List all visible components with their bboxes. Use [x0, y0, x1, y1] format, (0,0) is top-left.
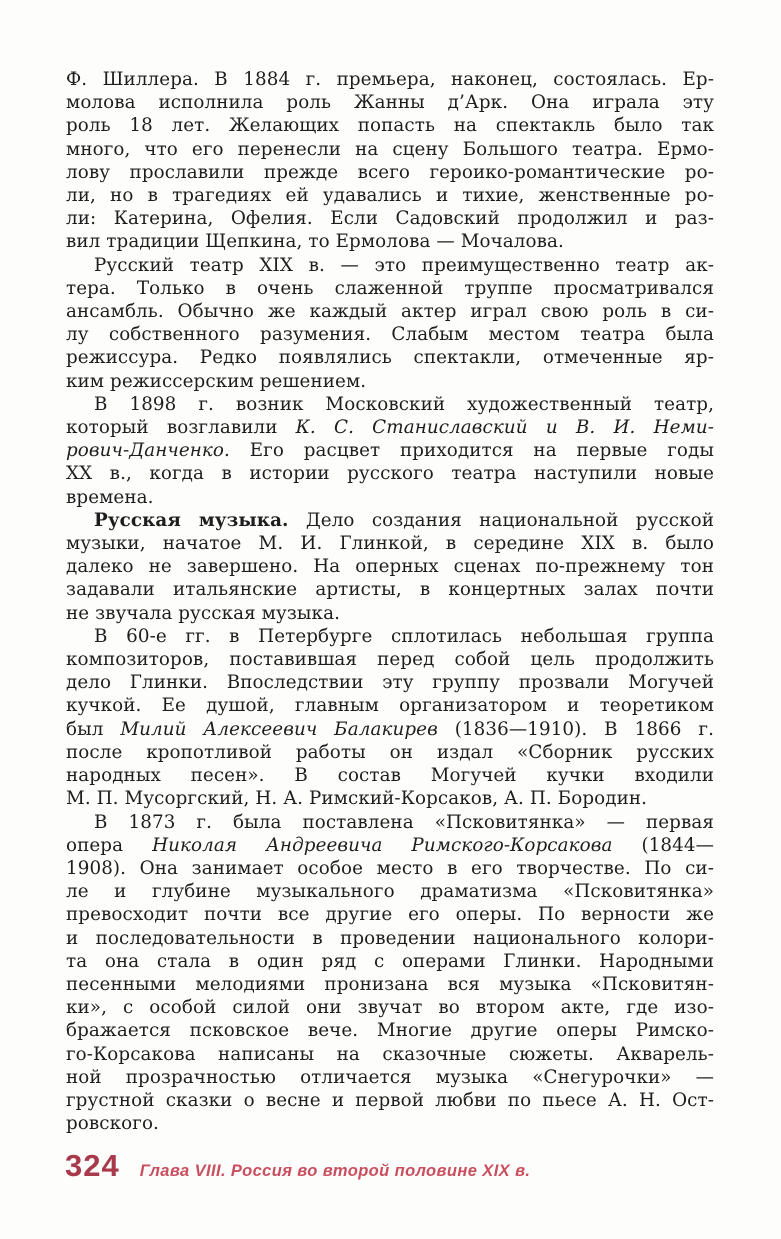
text-segment: го-Корсакова написаны на сказочные сюжеты. Акварель- — [66, 1043, 714, 1065]
text-segment: ким режиссерским решением. — [66, 370, 367, 392]
text-line — [66, 230, 714, 253]
text-line — [66, 648, 714, 671]
text-line — [66, 996, 714, 1019]
text-line — [66, 393, 714, 416]
para-moguchaya-kuchka — [66, 625, 714, 811]
text-segment: после кропотливой работы он издал «Сборник русских — [66, 741, 714, 763]
text-segment: В 1873 г. была поставлена «Псковитянка» — первая — [94, 811, 714, 833]
page-number: 324 — [65, 1148, 120, 1183]
text-line — [66, 114, 714, 137]
text-segment: и последовательности в проведении национального колори- — [66, 927, 714, 949]
text-line — [66, 323, 714, 346]
text-segment: тера. Только в очень слаженной труппе просматривался — [66, 277, 714, 299]
para-mkhat — [66, 393, 714, 509]
text-line — [66, 834, 714, 857]
text-line — [66, 439, 714, 462]
text-line — [66, 532, 714, 555]
text-segment: В 60-е гг. в Петербурге сплотилась небольшая группа — [94, 625, 714, 647]
text-line — [66, 184, 714, 207]
text-segment: не звучала русская музыка. — [66, 602, 340, 624]
text-segment: лу собственного разумения. Слабым местом театра была — [66, 324, 714, 346]
text-line — [66, 1089, 714, 1112]
text-segment: много, что его перенесли на сцену Большого театра. Ермо- — [66, 138, 714, 160]
text-segment: музыки, начатое М. И. Глинкой, в середине XIX в. было — [66, 533, 714, 555]
text-line — [66, 138, 714, 161]
text-line — [66, 1112, 714, 1135]
italic-text: В. И. Неми- — [575, 417, 714, 439]
text-segment: композиторов, поставившая перед собой цель продолжить — [66, 649, 714, 671]
text-line — [66, 254, 714, 277]
text-line — [66, 741, 714, 764]
text-line — [66, 578, 714, 601]
text-line — [66, 602, 714, 625]
text-line — [66, 509, 714, 532]
text-line — [66, 161, 714, 184]
para-ermolova — [66, 68, 714, 254]
text-line — [66, 1043, 714, 1066]
text-segment: Его расцвет приходится на первые годы — [229, 440, 714, 462]
text-line — [66, 277, 714, 300]
text-segment: ли: Катерина, Офелия. Если Садовский продолжил и раз- — [66, 208, 714, 230]
text-line — [66, 370, 714, 393]
text-segment: ной прозрачностью отличается музыка «Снегурочки» — — [66, 1066, 714, 1088]
text-segment: ки», с особой силой они звучат во втором акте, где изо- — [66, 997, 714, 1019]
para-russian-theater — [66, 254, 714, 393]
text-line — [66, 346, 714, 369]
text-segment: кучкой. Ее душой, главным организатором и теоретиком — [66, 695, 714, 717]
chapter-title: Глава VIII. Россия во второй половине XIX в. — [139, 1162, 531, 1180]
text-line — [66, 68, 714, 91]
page-footer — [65, 1148, 530, 1184]
italic-text: Милий Алексеевич Балакирев — [120, 718, 438, 740]
text-segment: ансамбль. Обычно же каждый актер играл свою роль в си- — [66, 301, 714, 323]
text-line — [66, 486, 714, 509]
text-segment: времена. — [66, 486, 154, 508]
text-line — [66, 950, 714, 973]
italic-text: и — [527, 417, 576, 439]
italic-text: К. С. Станиславский — [295, 417, 528, 439]
text-line — [66, 671, 714, 694]
text-line — [66, 787, 714, 810]
text-segment: 1908). Она занимает особое место в его творчестве. По си- — [66, 857, 714, 879]
text-segment: ли, но в трагедиях ей удавались и тихие, женственные ро- — [66, 185, 714, 207]
para-russian-music — [66, 509, 714, 625]
para-pskovityanka — [66, 811, 714, 1136]
text-segment: народных песен». В состав Могучей кучки входили — [66, 765, 714, 787]
text-segment: М. П. Мусоргский, Н. А. Римский-Корсаков, А. П. Бородин. — [66, 788, 648, 810]
text-line — [66, 903, 714, 926]
text-line — [66, 1066, 714, 1089]
text-line — [66, 91, 714, 114]
text-block — [66, 68, 714, 1135]
text-segment: Русский театр XIX в. — это преимущественно театр ак- — [94, 254, 714, 276]
bold-heading-text: Русская музыка. — [94, 509, 289, 531]
text-segment: роль 18 лет. Желающих попасть на спектакль было так — [66, 115, 714, 137]
text-segment: ровского. — [66, 1113, 159, 1135]
text-line — [66, 927, 714, 950]
text-segment: опера — [66, 834, 153, 856]
text-segment: далеко не завершено. На оперных сценах по-прежнему тон — [66, 556, 714, 578]
text-line — [66, 555, 714, 578]
text-segment: В 1898 г. возник Московский художественный театр, — [94, 393, 714, 415]
text-segment: та она стала в один ряд с операми Глинки. Народными — [66, 950, 714, 972]
text-line — [66, 973, 714, 996]
text-line — [66, 416, 714, 439]
italic-text: Николая Андреевича Римского-Корсакова — [152, 834, 613, 856]
text-line — [66, 811, 714, 834]
text-segment: был — [66, 718, 121, 740]
text-segment: бражается псковское вече. Многие другие оперы Римско- — [66, 1020, 714, 1042]
text-segment: (1836—1910). В 1866 г. — [437, 718, 714, 740]
text-line — [66, 207, 714, 230]
text-segment: грустной сказки о весне и первой любви по пьесе А. Н. Ост- — [66, 1089, 714, 1111]
text-segment: песенными мелодиями пронизана вся музыка «Псковитян- — [66, 973, 714, 995]
text-segment: превосходит почти все другие его оперы. По верности же — [66, 904, 714, 926]
text-segment: вил традиции Щепкина, то Ермолова — Мочалова. — [66, 231, 564, 253]
text-line — [66, 1019, 714, 1042]
text-line — [66, 300, 714, 323]
text-segment: который возглавили — [66, 417, 296, 439]
text-line — [66, 880, 714, 903]
text-line — [66, 857, 714, 880]
text-segment: Ф. Шиллера. В 1884 г. премьера, наконец, состоялась. Ер- — [66, 69, 714, 90]
text-line — [66, 694, 714, 717]
text-segment: (1844— — [612, 834, 714, 856]
text-line — [66, 625, 714, 648]
text-line — [66, 764, 714, 787]
text-segment: молова исполнила роль Жанны д’Арк. Она играла эту — [66, 92, 714, 114]
italic-text: рович-Данченко. — [66, 440, 230, 462]
text-segment: Дело создания национальной русской — [288, 509, 714, 531]
text-segment: XX в., когда в истории русского театра наступили новые — [66, 463, 714, 485]
text-segment: режиссура. Редко появлялись спектакли, отмеченные яр- — [66, 347, 714, 369]
text-segment: лову прославили прежде всего героико-романтические ро- — [66, 161, 714, 183]
text-line — [66, 462, 714, 485]
text-segment: ле и глубине музыкального драматизма «Псковитянка» — [66, 881, 714, 903]
text-segment: задавали итальянские артисты, в концертных залах почти — [66, 579, 714, 601]
text-line — [66, 718, 714, 741]
text-segment: дело Глинки. Впоследствии эту группу прозвали Могучей — [66, 672, 714, 694]
